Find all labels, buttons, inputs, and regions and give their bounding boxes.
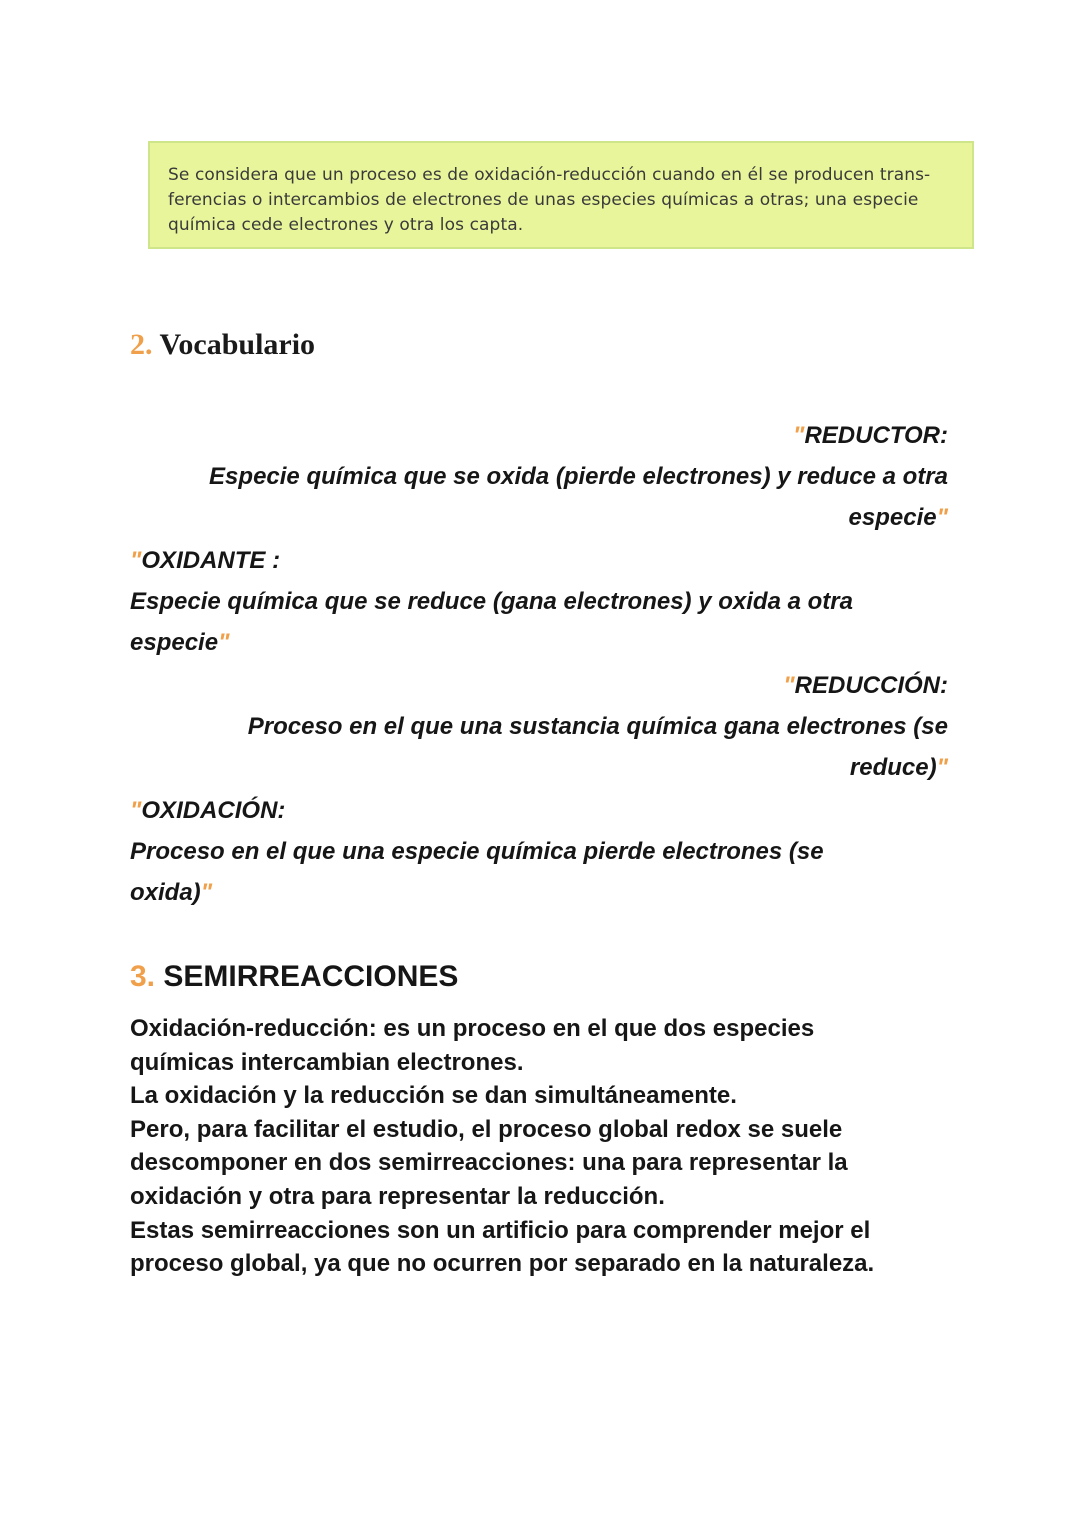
definition-callout xyxy=(148,141,974,249)
definition-text: Proceso en el que una sustancia química gana electrones (se xyxy=(247,713,948,740)
definition-oxidante xyxy=(130,540,950,663)
paragraph-line: oxidación y otra para representar la reducción. xyxy=(130,1182,665,1210)
term-label: REDUCCIÓN: xyxy=(794,672,948,699)
paragraph-line: proceso global, ya que no ocurren por separado en la naturaleza. xyxy=(130,1250,875,1278)
section-title: Vocabulario xyxy=(159,328,316,361)
paragraph-line: químicas intercambian electrones. xyxy=(130,1048,524,1076)
section-title: SEMIRREACCIONES xyxy=(163,960,459,993)
definition-reduccion xyxy=(148,665,948,788)
open-quote: " xyxy=(130,547,142,574)
definition-text: Especie química que se reduce (gana electrones) y oxida a otra xyxy=(130,588,853,615)
callout-line: química cede electrones y otra los capta. xyxy=(168,215,524,235)
paragraph-line: Oxidación-reducción: es un proceso en el que dos especies xyxy=(130,1015,815,1042)
definition-text: Especie química que se oxida (pierde electrones) y reduce a otra xyxy=(209,463,948,490)
definition-oxidacion xyxy=(130,790,950,913)
term-label: OXIDACIÓN: xyxy=(141,797,286,824)
paragraph-line: Pero, para facilitar el estudio, el proceso global redox se suele xyxy=(130,1115,843,1143)
definition-text: Proceso en el que una especie química pierde electrones (se xyxy=(130,838,824,865)
open-quote: " xyxy=(793,422,805,449)
callout-line: ferencias o intercambios de electrones de unas especies químicas a otras; una especie xyxy=(168,190,919,210)
definition-text: especie xyxy=(130,629,219,656)
term-label: REDUCTOR: xyxy=(804,422,948,449)
paragraph-line: descomponer en dos semirreacciones: una para representar la xyxy=(130,1149,848,1177)
open-quote: " xyxy=(783,672,795,699)
paragraph-line: La oxidación y la reducción se dan simultáneamente. xyxy=(130,1082,737,1110)
callout-line: Se considera que un proceso es de oxidación-reducción cuando en él se producen trans- xyxy=(168,165,931,185)
definition-reductor xyxy=(148,415,948,538)
section-number: 2. xyxy=(130,328,153,361)
open-quote: " xyxy=(130,797,142,824)
close-quote: " xyxy=(218,629,230,656)
close-quote: " xyxy=(936,504,948,531)
section-number: 3. xyxy=(130,960,156,993)
definition-text: especie xyxy=(848,504,937,531)
definition-text: reduce) xyxy=(849,754,937,781)
paragraph-line: Estas semirreacciones son un artificio para comprender mejor el xyxy=(130,1216,871,1244)
section-heading-vocabulario xyxy=(130,328,315,362)
section-heading-semirreacciones xyxy=(130,960,458,994)
close-quote: " xyxy=(200,879,213,906)
definition-text: oxida) xyxy=(130,879,201,906)
semirreacciones-paragraph xyxy=(130,1012,950,1281)
term-label: OXIDANTE : xyxy=(141,547,281,574)
close-quote: " xyxy=(936,754,948,781)
